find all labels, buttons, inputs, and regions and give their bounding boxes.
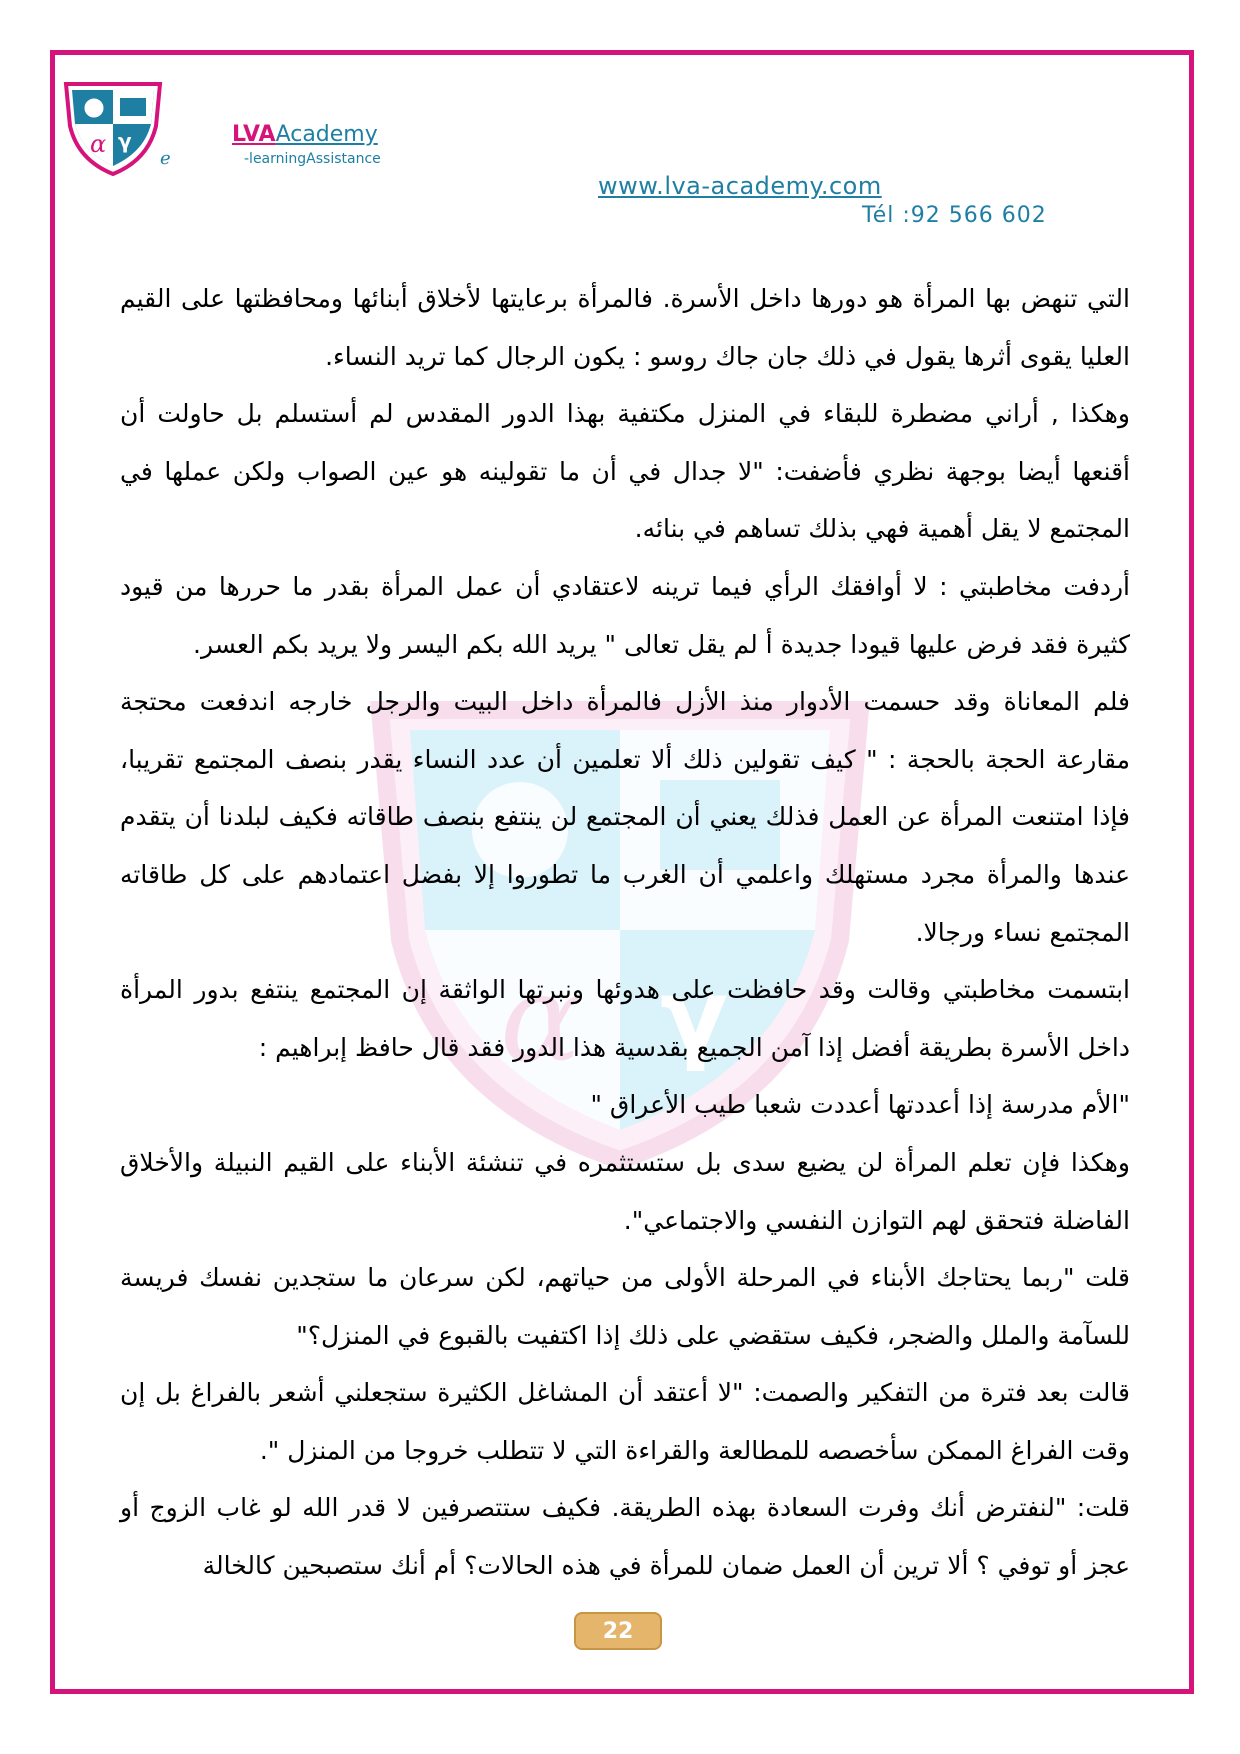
- paragraph: ابتسمت مخاطبتي وقالت وقد حافظت على هدوئها ونبرتها الواثقة إن المجتمع ينتفع بدور المرأة داخل الأسرة بطريقة أفضل إذا آمن الجميع بقدسية هذا الدور فقد قال حافظ إبراهيم :: [120, 975, 1130, 1062]
- brand-block: [232, 122, 381, 170]
- brand-lva: LVA: [232, 122, 276, 147]
- brand-subtitle: -learningAssistance: [244, 151, 381, 167]
- paragraph: وهكذا فإن تعلم المرأة لن يضيع سدى بل ستستثمره في تنشئة الأبناء على القيم النبيلة والأخلاق الفاضلة فتحقق لهم التوازن النفسي والاجتماعي".: [120, 1147, 1130, 1235]
- paragraph: قلت "ربما يحتاجك الأبناء في المرحلة الأولى من حياتهم، لكن سرعان ما ستجدين نفسك فريسة للسآمة والملل والضجر، فكيف ستقضي على ذلك إذا اكتفيت بالقبوع في المنزل؟": [120, 1263, 1130, 1350]
- paragraph: قالت بعد فترة من التفكير والصمت: "لا أعتقد أن المشاغل الكثيرة ستجعلني أشعر بالفراغ بل إن وقت الفراغ الممكن سأخصصه للمطالعة والقراءة التي لا تتطلب خروجا من المنزل ".: [120, 1378, 1130, 1465]
- poem-verse: "الأم مدرسة إذا أعددتها أعددت شعبا طيب الأعراق ": [590, 1090, 1130, 1120]
- paragraph: أردفت مخاطبتي : لا أوافقك الرأي فيما ترينه لاعتقادي أن عمل المرأة بقدر ما حررها من قيود كثيرة فقد فرض عليها قيودا جديدة أ لم يقل تعالى " يريد الله بكم اليسر ولا يريد بكم العسر.: [120, 571, 1130, 659]
- svg-text:γ: γ: [118, 129, 132, 153]
- svg-text:α: α: [90, 130, 107, 158]
- paragraph: التي تنهض بها المرأة هو دورها داخل الأسرة. فالمرأة برعايتها لأخلاق أبنائها ومحافظتها على القيم العليا يقوى أثرها يقول في ذلك جان جاك روسو : يكون الرجال كما تريد النساء.: [120, 284, 1130, 371]
- page-number-badge: [574, 1612, 662, 1650]
- brand-name: [232, 122, 381, 148]
- paragraph: وهكذا , أراني مضطرة للبقاء في المنزل مكتفية بهذا الدور المقدس لم أستسلم بل حاولت أن أقنعها أيضا بوجهة نظري فأضفت: "لا جدال في أن ما تقولينه هو عين الصواب ولكن عملها في المجتمع لا يقل أهمية فهي بذلك تساهم في بنائه.: [120, 399, 1130, 544]
- brand-academy: Academy: [275, 122, 378, 147]
- article-body: [120, 270, 1130, 1595]
- brand-e-letter: e: [160, 148, 171, 169]
- website-link[interactable]: www.lva-academy.com: [598, 172, 882, 200]
- svg-text:γ: γ: [660, 957, 729, 1074]
- page-number: 22: [602, 1618, 634, 1644]
- lva-shield-logo-icon: [58, 78, 168, 178]
- paragraph: فلم المعاناة وقد حسمت الأدوار منذ الأزل فالمرأة داخل البيت والرجل خارجه اندفعت محتجة مقارعة الحجة بالحجة : " كيف تقولين ذلك ألا تعلمين أن عدد النساء يقدر بنصف المجتمع تقريبا، فإذا امتنعت المرأة عن العمل فذلك يعني أن المجتمع لن ينتفع بنصف طاقاته فكيف لبلدنا أن يتقدم عندها والمرأة مجرد مستهلك واعلمي أن الغرب ما تطوروا إلا بفضل اعتمادهم على كل طاقاته المجتمع نساء ورجالا.: [120, 687, 1130, 947]
- svg-text:α: α: [500, 950, 582, 1089]
- paragraph: قلت: "لنفترض أنك وفرت السعادة بهذه الطريقة. فكيف ستتصرفين لا قدر الله لو غاب الزوج أو عجز أو توفي ؟ ألا ترين أن العمل ضمان للمرأة في هذه الحالات؟ أم أنك ستصبحين كالخالة: [120, 1493, 1130, 1581]
- phone-number: Tél :92 566 602: [862, 203, 1047, 228]
